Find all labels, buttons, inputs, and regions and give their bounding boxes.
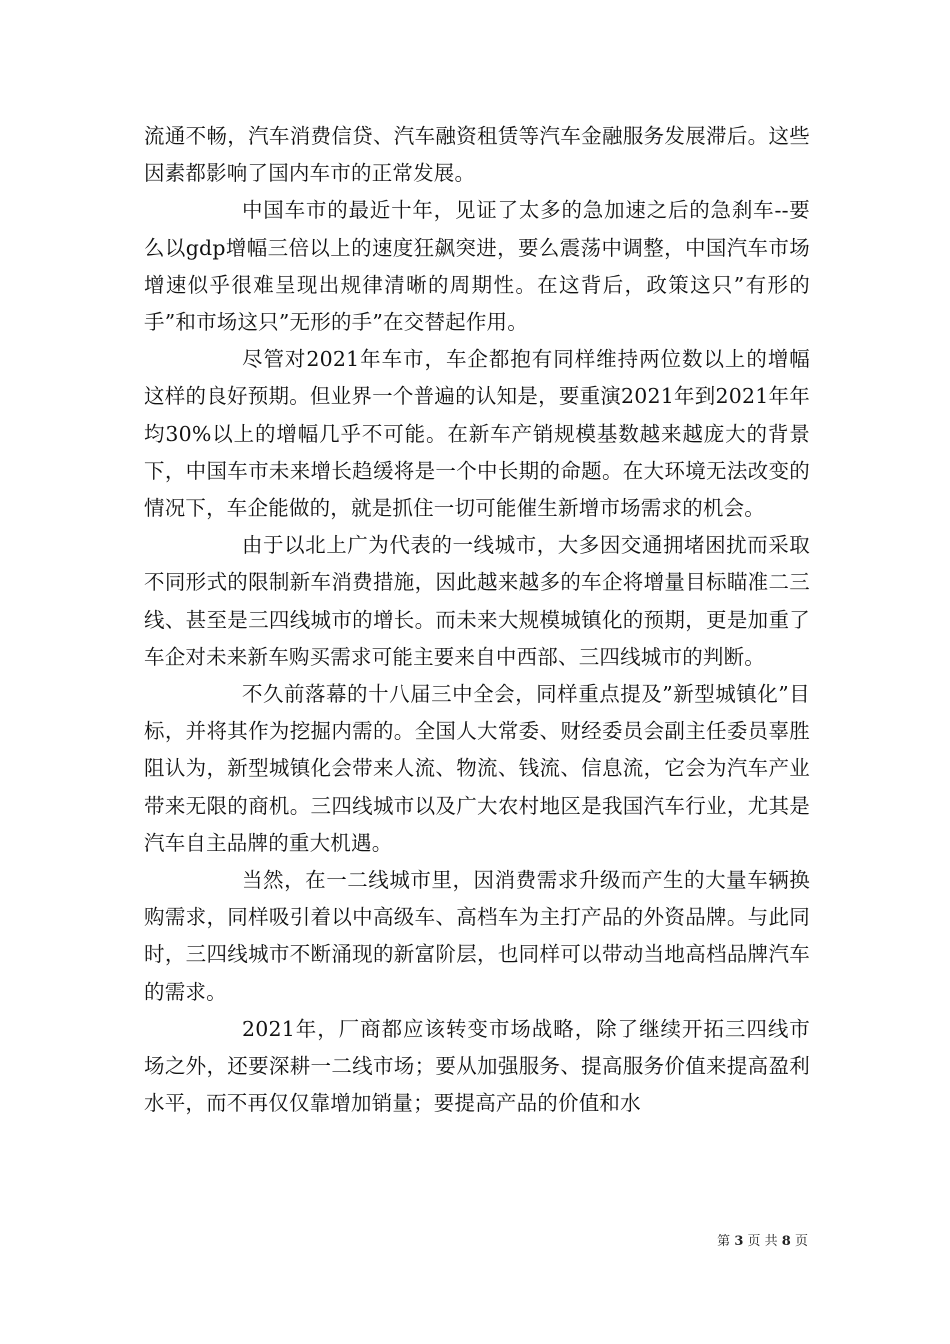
footer-page-number: 3: [734, 1234, 744, 1249]
paragraph-2: 中国车市的最近十年，见证了太多的急加速之后的急刹车--要么以gdp增幅三倍以上的速度狂飙突进，要么震荡中调整，中国汽车市场增速似乎很难呈现出规律清晰的周期性。在这背后，政策这只”有形的手”和市场这只”无形的手”在交替起作用。: [144, 198, 810, 335]
paragraph-3: 尽管对2021年车市，车企都抱有同样维持两位数以上的增幅这样的良好预期。但业界一个普遍的认知是，要重演2021年到2021年年均30%以上的增幅几乎不可能。在新车产销规模基数越来越庞大的背景下，中国车市未来增长趋缓将是一个中长期的命题。在大环境无法改变的情况下，车企能做的，就是抓住一切可能催生新增市场需求的机会。: [144, 347, 810, 521]
paragraph-6: 当然，在一二线城市里，因消费需求升级而产生的大量车辆换购需求，同样吸引着以中高级车、高档车为主打产品的外资品牌。与此同时，三四线城市不断涌现的新富阶层，也同样可以带动当地高档品牌汽车的需求。: [144, 868, 810, 1004]
footer-prefix: 第: [717, 1234, 731, 1249]
footer-middle: 页 共: [747, 1234, 778, 1249]
paragraph-4: 由于以北上广为代表的一线城市，大多因交通拥堵困扰而采取不同形式的限制新车消费措施，因此越来越多的车企将增量目标瞄准二三线、甚至是三四线城市的增长。而未来大规模城镇化的预期，更是加重了车企对未来新车购买需求可能主要来自中西部、三四线城市的判断。: [144, 533, 810, 669]
paragraph-7: 2021年，厂商都应该转变市场战略，除了继续开拓三四线市场之外，还要深耕一二线市场；要从加强服务、提高服务价值来提高盈利水平，而不再仅仅靠增加销量；要提高产品的价值和水: [144, 1016, 810, 1116]
footer-total-pages: 8: [781, 1234, 791, 1249]
page-footer: [0, 1234, 808, 1250]
footer-suffix: 页: [794, 1234, 808, 1249]
paragraph-1: 流通不畅，汽车消费信贷、汽车融资租赁等汽车金融服务发展滞后。这些因素都影响了国内车市的正常发展。: [144, 124, 810, 186]
paragraph-5: 不久前落幕的十八届三中全会，同样重点提及”新型城镇化”目标，并将其作为挖掘内需的。全国人大常委、财经委员会副主任委员辜胜阻认为，新型城镇化会带来人流、物流、钱流、信息流，它会为汽车产业带来无限的商机。三四线城市以及广大农村地区是我国汽车行业，尤其是汽车自主品牌的重大机遇。: [144, 682, 810, 855]
document-body: [144, 118, 810, 1122]
